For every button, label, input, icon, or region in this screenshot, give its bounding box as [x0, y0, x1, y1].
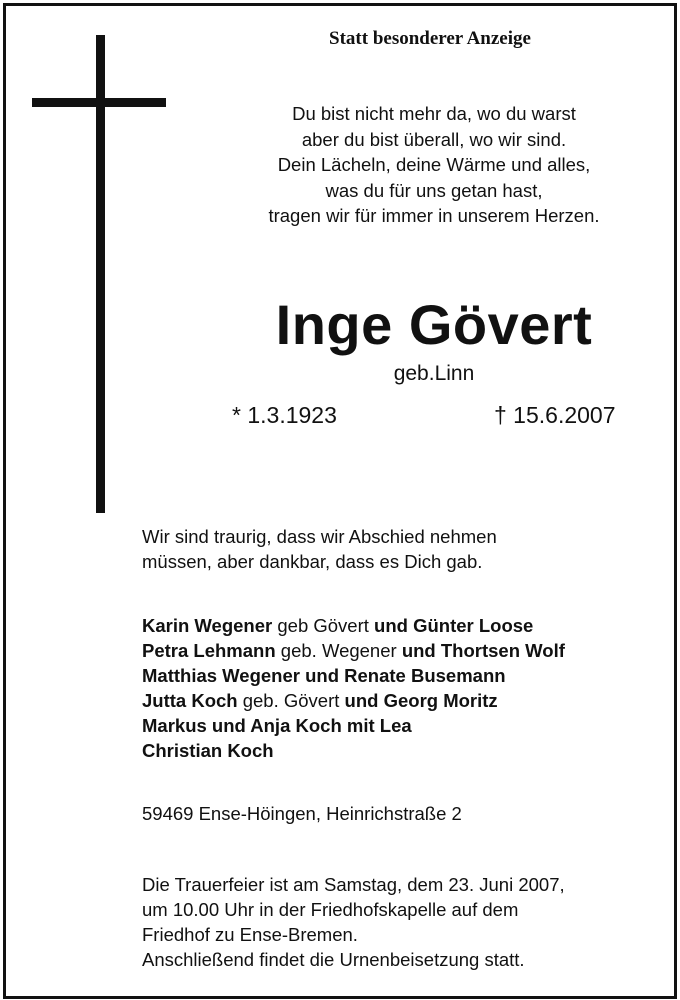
cross-horizontal-bar — [32, 98, 166, 107]
family-entry — [142, 738, 662, 763]
birth-date: * 1.3.1923 — [232, 402, 337, 428]
notice-heading: Statt besonderer Anzeige — [329, 28, 531, 49]
family-birth-name: geb. Gövert — [237, 690, 345, 711]
address-line: 59469 Ense-Höingen, Heinrichstraße 2 — [142, 803, 462, 824]
poem-line: Du bist nicht mehr da, wo du warst — [292, 103, 576, 124]
service-line: um 10.00 Uhr in der Friedhofskapelle auf dem — [142, 899, 519, 920]
family-birth-name: geb Gövert — [272, 615, 375, 636]
family-name: Jutta Koch — [142, 690, 238, 711]
service-line: Die Trauerfeier ist am Samstag, dem 23. Juni 2007, — [142, 874, 565, 895]
family-entry — [142, 638, 662, 663]
maiden-name: geb.Linn — [393, 362, 475, 385]
family-name: Karin Wegener — [142, 615, 273, 636]
poem-line: Dein Lächeln, deine Wärme und alles, — [277, 154, 591, 175]
address — [142, 801, 662, 826]
sorrow-line: Wir sind traurig, dass wir Abschied nehmen — [142, 526, 497, 547]
sorrow-text — [142, 524, 662, 574]
poem — [200, 101, 668, 229]
death-date: † 15.6.2007 — [494, 402, 616, 428]
poem-line: aber du bist überall, wo wir sind. — [301, 128, 567, 150]
family-name: Matthias Wegener und Renate Busemann — [142, 665, 506, 686]
family-partner: und Günter Loose — [374, 615, 534, 636]
family-partner: und Thortsen Wolf — [401, 640, 565, 661]
family-birth-name: geb. Wegener — [275, 640, 402, 661]
family-list — [142, 613, 662, 763]
family-entry — [142, 688, 662, 713]
deceased-name: Inge Gövert — [275, 293, 593, 356]
service-line: Friedhof zu Ense-Bremen. — [142, 924, 358, 945]
family-partner: und Georg Moritz — [344, 690, 498, 711]
family-name: Markus und Anja Koch mit Lea — [142, 715, 412, 736]
service-line: Anschließend findet die Urnenbeisetzung statt. — [142, 949, 525, 970]
funeral-service-info — [142, 872, 662, 972]
family-entry — [142, 613, 662, 638]
family-name: Petra Lehmann — [142, 640, 276, 661]
poem-line: was du für uns getan hast, — [325, 179, 543, 201]
family-entry — [142, 663, 662, 688]
family-name: Christian Koch — [142, 740, 274, 761]
poem-line: tragen wir für immer in unserem Herzen. — [268, 205, 600, 226]
sorrow-line: müssen, aber dankbar, dass es Dich gab. — [142, 551, 483, 572]
family-entry — [142, 713, 662, 738]
